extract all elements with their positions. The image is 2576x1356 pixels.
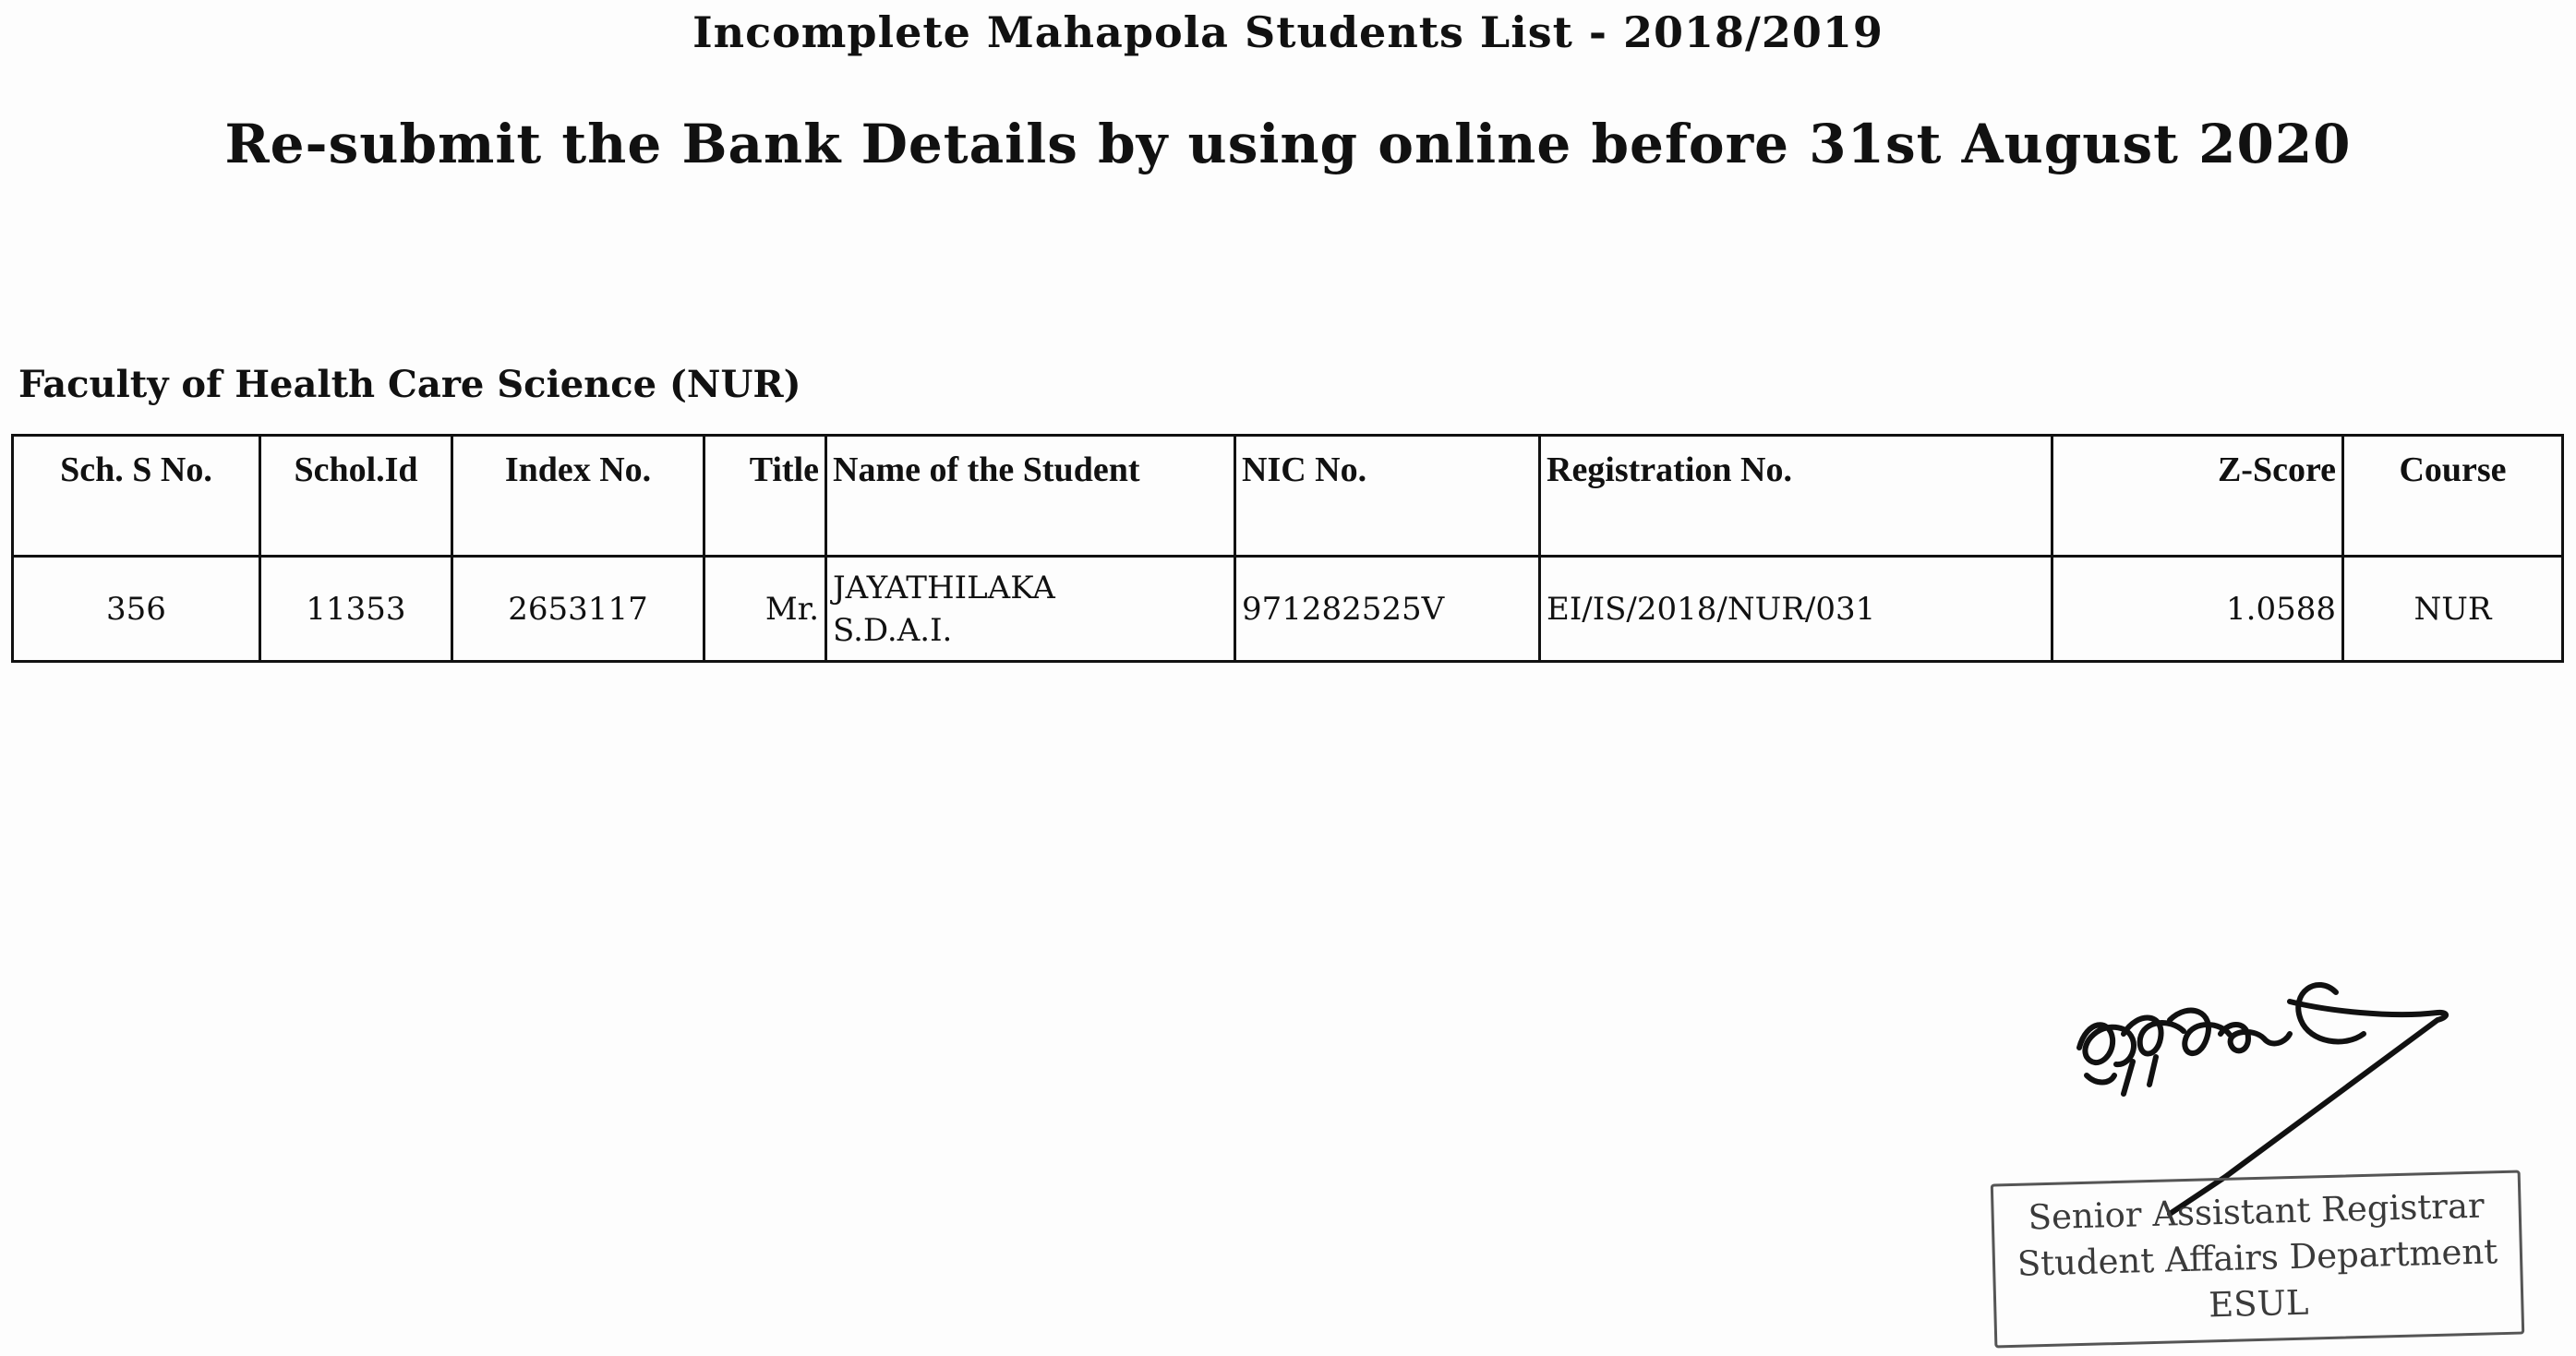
student-name-line1: JAYATHILAKA [833, 569, 1055, 606]
students-table [11, 434, 2564, 663]
stamp-line-3: ESUL [2208, 1282, 2309, 1326]
table-row [13, 557, 2563, 662]
cell-sch-s-no: 356 [13, 557, 260, 662]
document-title: Incomplete Mahapola Students List - 2018/2019 [692, 7, 1884, 57]
header-z-score: Z-Score [2052, 436, 2343, 557]
official-stamp [1991, 1170, 2524, 1349]
document-subtitle: Re-submit the Bank Details by using online before 31st August 2020 [224, 113, 2352, 175]
header-index-no: Index No. [452, 436, 704, 557]
student-name-line2: S.D.A.I. [833, 611, 953, 649]
cell-course: NUR [2343, 557, 2563, 662]
faculty-heading: Faculty of Health Care Science (NUR) [18, 363, 801, 406]
cell-student-name [826, 557, 1235, 662]
cell-index-no: 2653117 [452, 557, 704, 662]
cell-registration-no: EI/IS/2018/NUR/031 [1540, 557, 2052, 662]
cell-z-score: 1.0588 [2052, 557, 2343, 662]
cell-title: Mr. [704, 557, 826, 662]
stamp-line-1: Senior Assistant Registrar [2028, 1185, 2486, 1238]
cell-schol-id: 11353 [260, 557, 452, 662]
table-header-row [13, 436, 2563, 557]
header-title: Title [704, 436, 826, 557]
header-student-name: Name of the Student [826, 436, 1235, 557]
header-sch-s-no: Sch. S No. [13, 436, 260, 557]
header-schol-id: Schol.Id [260, 436, 452, 557]
header-registration-no: Registration No. [1540, 436, 2052, 557]
header-nic-no: NIC No. [1235, 436, 1540, 557]
header-course: Course [2343, 436, 2563, 557]
stamp-line-2: Student Affairs Department [2016, 1231, 2498, 1284]
cell-nic-no: 971282525V [1235, 557, 1540, 662]
